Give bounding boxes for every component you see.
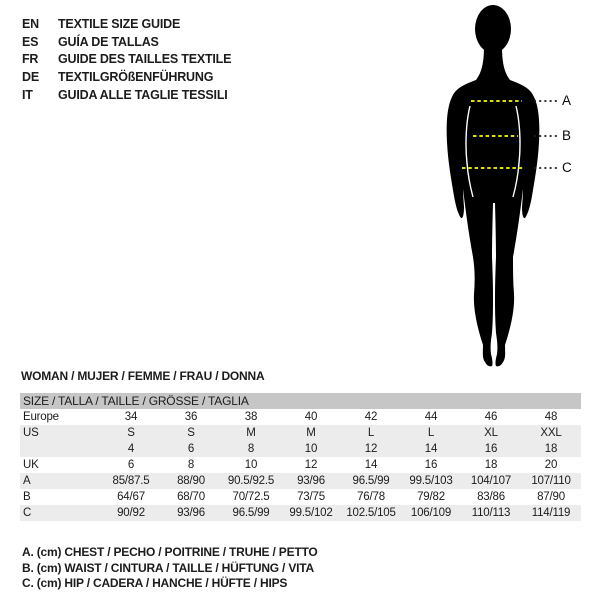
language-row — [22, 50, 231, 68]
legend-line-hip: C. (cm) HIP / CADERA / HANCHE / HÜFTE / HIPS — [22, 576, 288, 590]
measurement-figure — [400, 0, 600, 375]
table-cell: 40 — [304, 411, 318, 423]
marker-label-hip: C — [562, 160, 572, 175]
row-label: C — [23, 507, 32, 519]
table-cell: 70/72.5 — [232, 491, 270, 503]
language-label: TEXTILE SIZE GUIDE — [58, 16, 181, 31]
table-cell: 90.5/92.5 — [227, 475, 275, 487]
table-cell: 93/96 — [297, 475, 325, 487]
table-row-europe — [20, 409, 581, 425]
measurement-legend — [22, 545, 318, 592]
language-row — [22, 86, 231, 104]
table-cell: 85/87.5 — [112, 475, 150, 487]
table-cell: 107/110 — [531, 475, 571, 487]
language-code: FR — [22, 52, 39, 67]
row-label: UK — [23, 459, 39, 471]
language-code: DE — [22, 69, 39, 84]
table-cell: 96.5/99 — [352, 475, 390, 487]
table-cell: 87/90 — [537, 491, 565, 503]
table-cell: 48 — [544, 411, 558, 423]
table-cell: 36 — [184, 411, 198, 423]
table-cell: 106/109 — [410, 507, 452, 519]
table-cell: 110/113 — [471, 507, 511, 519]
table-cell: 68/70 — [177, 491, 205, 503]
table-cell: 10 — [304, 443, 318, 455]
table-row-uk — [20, 457, 581, 473]
language-row — [22, 33, 231, 51]
table-cell: 38 — [244, 411, 258, 423]
table-cell: 20 — [544, 459, 558, 471]
language-list — [22, 15, 231, 103]
table-cell: 83/86 — [477, 491, 505, 503]
language-label: GUIDE DES TAILLES TEXTILE — [58, 52, 232, 67]
row-label: B — [23, 491, 31, 503]
row-label: US — [23, 427, 39, 439]
table-cell: 8 — [247, 443, 255, 455]
table-cell: 14 — [424, 443, 438, 455]
table-row-us-letters — [20, 425, 581, 441]
table-cell: 96.5/99 — [232, 507, 270, 519]
table-cell: M — [246, 427, 256, 439]
table-cell: XXL — [540, 427, 562, 439]
legend-line-chest: A. (cm) CHEST / PECHO / POITRINE / TRUHE / PETTO — [22, 545, 318, 559]
language-row — [22, 15, 231, 33]
table-cell: 16 — [484, 443, 498, 455]
table-cell: S — [127, 427, 135, 439]
language-code: EN — [22, 16, 39, 31]
table-cell: L — [367, 427, 375, 439]
language-code: ES — [22, 34, 39, 49]
marker-label-chest: A — [562, 93, 572, 108]
table-cell: S — [187, 427, 195, 439]
table-cell: 8 — [187, 459, 195, 471]
table-cell: 79/82 — [417, 491, 445, 503]
table-cell: 93/96 — [177, 507, 205, 519]
language-label: GUÍA DE TALLAS — [58, 34, 159, 49]
table-cell: 42 — [364, 411, 378, 423]
table-cell: 99.5/102 — [289, 507, 333, 519]
table-cell: 12 — [304, 459, 318, 471]
size-table — [20, 393, 581, 521]
table-header: SIZE / TALLA / TAILLE / GRÖSSE / TAGLIA — [20, 393, 581, 409]
table-cell: 10 — [244, 459, 258, 471]
legend-line-waist: B. (cm) WAIST / CINTURA / TAILLE / HÜFTUNG / VITA — [22, 560, 314, 575]
table-cell: 104/107 — [470, 475, 512, 487]
table-cell: 88/90 — [177, 475, 205, 487]
table-cell: M — [306, 427, 316, 439]
table-cell: 99.5/103 — [409, 475, 453, 487]
language-label: TEXTILGRÖßENFÜHRUNG — [58, 69, 214, 84]
table-row-us-numbers — [20, 441, 581, 457]
table-cell: 4 — [127, 443, 135, 455]
language-row — [22, 68, 231, 86]
table-cell: 76/78 — [357, 491, 385, 503]
row-label: A — [23, 475, 31, 487]
table-cell: 90/92 — [117, 507, 145, 519]
table-cell: 44 — [424, 411, 438, 423]
table-cell: 102.5/105 — [346, 507, 396, 519]
table-cell: 34 — [124, 411, 138, 423]
table-row-waist — [20, 489, 581, 505]
table-cell: XL — [484, 427, 498, 439]
table-row-chest — [20, 473, 581, 489]
table-row-hip — [20, 505, 581, 521]
table-cell: 64/67 — [117, 491, 145, 503]
woman-silhouette-graphic — [400, 0, 600, 375]
table-cell: 73/75 — [297, 491, 325, 503]
silhouette-head — [475, 5, 511, 53]
table-cell: 6 — [127, 459, 135, 471]
table-cell: 12 — [364, 443, 378, 455]
marker-label-waist: B — [562, 128, 572, 143]
language-label: GUIDA ALLE TAGLIE TESSILI — [58, 87, 228, 102]
row-label: Europe — [23, 411, 59, 423]
table-cell: L — [427, 427, 435, 439]
table-cell: 18 — [544, 443, 558, 455]
table-cell: 14 — [364, 459, 378, 471]
language-code: IT — [22, 87, 33, 102]
table-cell: 16 — [424, 459, 438, 471]
table-cell: 114/119 — [531, 507, 571, 519]
silhouette-body — [447, 46, 540, 366]
table-cell: 6 — [187, 443, 195, 455]
section-title: WOMAN / MUJER / FEMME / FRAU / DONNA — [21, 369, 265, 383]
table-cell: 18 — [484, 459, 498, 471]
table-cell: 46 — [484, 411, 498, 423]
